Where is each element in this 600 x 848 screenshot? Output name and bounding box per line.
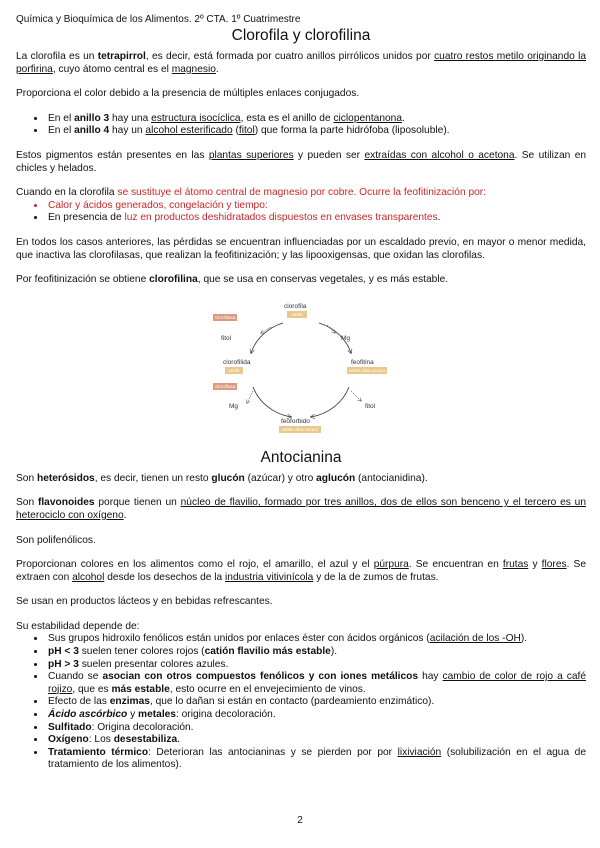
- list-item: • Efecto de las enzimas, que lo dañan si están en contacto (pardeamiento enzimático).: [46, 696, 586, 709]
- tag-left-bottom: clorofilasa: [214, 383, 236, 389]
- list-item: • Ácido ascórbico y metales: origina decoloración.: [46, 709, 586, 722]
- label-clorofila: clorofila: [284, 302, 307, 310]
- label-feofitina: feofitina: [351, 358, 374, 366]
- paragraph-heterosidos: Son heterósidos, es decir, tienen un resto glucón (azúcar) y otro aglucón (antocianidina).: [16, 472, 428, 484]
- label-fitol-left: fitol: [221, 334, 232, 342]
- paragraph-polifenolicos: Son polifenólicos.: [16, 534, 96, 546]
- list-item: • Sus grupos hidroxilo fenólicos están unidos por enlaces éster con ácidos orgánicos (acilación de los -OH).: [46, 633, 586, 646]
- list-item: • Oxígeno: Los desestabiliza.: [46, 734, 586, 747]
- feofitinizacion-list: [16, 200, 586, 225]
- paragraph-feofitinizacion: Cuando en la clorofila se sustituye el átomo central de magnesio por cobre. Ocurre la feofitinización por:: [16, 187, 487, 199]
- paragraph-color: Proporciona el color debido a la presencia de múltiples enlaces conjugados.: [16, 88, 360, 100]
- tag-feofitina: verde oliva oscuro: [348, 367, 386, 373]
- tag-left-top: clorofilasa: [214, 314, 236, 320]
- paragraph-estabilidad: Su estabilidad depende de:: [16, 620, 140, 632]
- list-item: • En el anillo 3 hay una estructura isocíclica, esta es el anillo de ciclopentanona.: [46, 113, 586, 126]
- label-mg-left: Mg: [229, 402, 239, 410]
- list-item: • En el anillo 4 hay un alcohol esterificado (fitol) que forma la parte hidrófoba (liposoluble).: [46, 125, 586, 138]
- label-feoforbido: feoforbido: [281, 417, 310, 425]
- list-item: • Tratamiento térmico: Deterioran las antocianinas y se pierden por por lixiviación (solubilización en el agua de tratamiento de los alimentos).: [46, 747, 586, 772]
- tag-clorofila: verde: [287, 311, 307, 318]
- tag-clorofilida: verde: [225, 367, 243, 374]
- list-item: • pH > 3 suelen presentar colores azules.: [46, 659, 586, 672]
- arrow-clorofilida-feoforbido: [253, 387, 291, 417]
- section-title-antocianina: Antocianina: [260, 448, 342, 466]
- tag-feoforbido: verde oliva oscuro: [279, 426, 321, 433]
- estabilidad-list: [16, 633, 586, 772]
- document-page: [16, 14, 586, 784]
- feofitinizacion-diagram: [201, 299, 401, 441]
- anillos-list: [16, 113, 586, 138]
- paragraph-perdidas: En todos los casos anteriores, las pérdidas se encuentran influenciadas por un escaldado previo, en mayor o menor medida, que inactiva las clorofilasas, que realizan la feofitinización; y las lipooxigensas, que oxidan las clorofilas.: [16, 236, 586, 261]
- label-mg-right: Mg: [341, 334, 351, 342]
- paragraph-tetrapirrol: La clorofila es un tetrapirrol, es decir, está formada por cuatro anillos pirrólicos unidos por cuatro restos metilo originando la porfirina, cuyo átomo central es el magnesio.: [16, 51, 586, 75]
- list-item: • Cuando se asocian con otros compuestos fenólicos y con iones metálicos hay cambio de color de rojo a café rojizo, que es más estable, esto ocurre en el envejecimiento de vinos.: [46, 671, 586, 696]
- page-header: Química y Bioquímica de los Alimentos. 2º CTA. 1º Cuatrimestre: [16, 14, 301, 25]
- label-fitol-right: fitol: [365, 402, 376, 410]
- list-item: • En presencia de luz en productos deshidratados dispuestos en envases transparentes.: [46, 212, 586, 225]
- paragraph-flavonoides: Son flavonoides porque tienen un núcleo de flavilio, formado por tres anillos, dos de ellos son benceno y el tercero es un heterociclo con oxígeno.: [16, 497, 586, 521]
- paragraph-usos: Se usan en productos lácteos y en bebidas refrescantes.: [16, 596, 273, 608]
- label-clorofilida: clorofilida: [223, 358, 251, 366]
- list-item: • pH < 3 suelen tener colores rojos (catión flavilio más estable).: [46, 646, 586, 659]
- paragraph-pigmentos: Estos pigmentos están presentes en las plantas superiores y pueden ser extraídas con alcohol o acetona. Se utilizan en chicles y helados.: [16, 149, 587, 174]
- arrow-feofitina-feoforbido: [311, 387, 349, 417]
- paragraph-colores: Proporcionan colores en los alimentos como el rojo, el amarillo, el azul y el púrpura. Se encuentran en frutas y flores. Se extraen con alcohol desde los desechos de la industria vitivinícola y de la de zumos de frutas.: [16, 559, 586, 583]
- list-item: • Calor y ácidos generados, congelación y tiempo:: [46, 200, 586, 213]
- section-title-clorofila: Clorofila y clorofilina: [231, 27, 371, 44]
- arrow-mg-left: [247, 391, 253, 403]
- paragraph-clorofilina: Por feofitinización se obtiene clorofilina, que se usa en conservas vegetales, y es más estable.: [16, 274, 449, 286]
- arrow-fitol-right: [351, 391, 361, 401]
- list-item: • Sulfitado: Origina decoloración.: [46, 722, 586, 735]
- page-number: 2: [297, 815, 303, 826]
- arrow-mg-right: [327, 325, 335, 333]
- arrow-clorofila-clorofilida: [251, 323, 283, 353]
